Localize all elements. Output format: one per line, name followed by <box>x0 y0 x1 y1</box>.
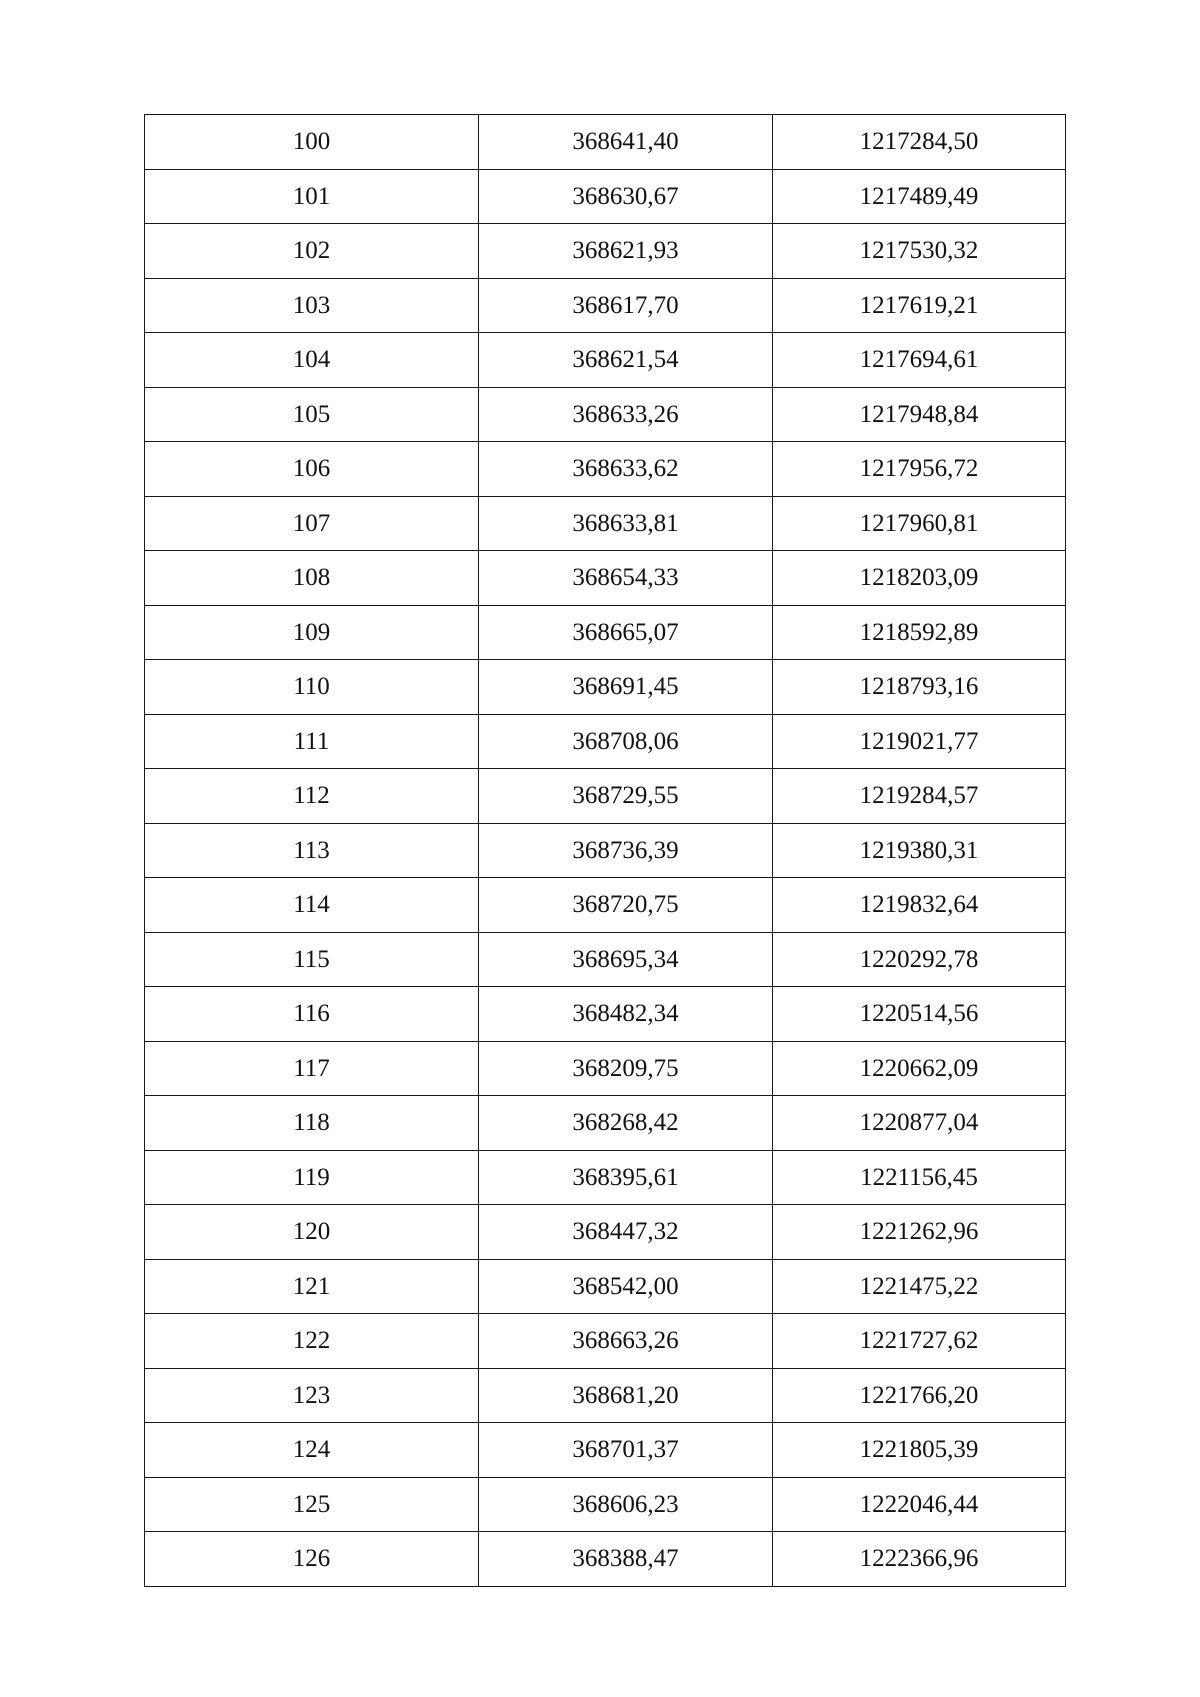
table-row <box>145 496 1066 551</box>
x-coordinate-cell: 368729,55 <box>479 769 773 824</box>
y-coordinate-cell: 1217694,61 <box>773 333 1066 388</box>
x-coordinate-cell: 368621,93 <box>479 224 773 279</box>
y-coordinate-cell: 1217956,72 <box>773 442 1066 497</box>
x-coordinate-cell: 368736,39 <box>479 823 773 878</box>
table-row <box>145 605 1066 660</box>
x-coordinate-cell: 368447,32 <box>479 1205 773 1260</box>
point-number-cell: 123 <box>145 1368 479 1423</box>
point-number-cell: 108 <box>145 551 479 606</box>
point-number-cell: 126 <box>145 1532 479 1587</box>
point-number-cell: 125 <box>145 1477 479 1532</box>
x-coordinate-cell: 368720,75 <box>479 878 773 933</box>
table-row <box>145 823 1066 878</box>
point-number-cell: 110 <box>145 660 479 715</box>
y-coordinate-cell: 1222366,96 <box>773 1532 1066 1587</box>
y-coordinate-cell: 1218203,09 <box>773 551 1066 606</box>
table-row <box>145 1532 1066 1587</box>
table-row <box>145 932 1066 987</box>
y-coordinate-cell: 1217530,32 <box>773 224 1066 279</box>
y-coordinate-cell: 1219284,57 <box>773 769 1066 824</box>
x-coordinate-cell: 368388,47 <box>479 1532 773 1587</box>
point-number-cell: 114 <box>145 878 479 933</box>
y-coordinate-cell: 1221156,45 <box>773 1150 1066 1205</box>
x-coordinate-cell: 368617,70 <box>479 278 773 333</box>
point-number-cell: 119 <box>145 1150 479 1205</box>
point-number-cell: 121 <box>145 1259 479 1314</box>
x-coordinate-cell: 368701,37 <box>479 1423 773 1478</box>
x-coordinate-cell: 368606,23 <box>479 1477 773 1532</box>
point-number-cell: 103 <box>145 278 479 333</box>
table-row <box>145 987 1066 1042</box>
x-coordinate-cell: 368633,26 <box>479 387 773 442</box>
x-coordinate-cell: 368621,54 <box>479 333 773 388</box>
x-coordinate-cell: 368663,26 <box>479 1314 773 1369</box>
point-number-cell: 107 <box>145 496 479 551</box>
x-coordinate-cell: 368268,42 <box>479 1096 773 1151</box>
y-coordinate-cell: 1222046,44 <box>773 1477 1066 1532</box>
x-coordinate-cell: 368395,61 <box>479 1150 773 1205</box>
x-coordinate-cell: 368633,62 <box>479 442 773 497</box>
table-row <box>145 878 1066 933</box>
point-number-cell: 113 <box>145 823 479 878</box>
y-coordinate-cell: 1219021,77 <box>773 714 1066 769</box>
y-coordinate-cell: 1220877,04 <box>773 1096 1066 1151</box>
point-number-cell: 102 <box>145 224 479 279</box>
coordinates-table-body <box>145 115 1066 1587</box>
table-row <box>145 1096 1066 1151</box>
x-coordinate-cell: 368691,45 <box>479 660 773 715</box>
y-coordinate-cell: 1221262,96 <box>773 1205 1066 1260</box>
table-row <box>145 551 1066 606</box>
y-coordinate-cell: 1219380,31 <box>773 823 1066 878</box>
point-number-cell: 116 <box>145 987 479 1042</box>
x-coordinate-cell: 368681,20 <box>479 1368 773 1423</box>
y-coordinate-cell: 1218793,16 <box>773 660 1066 715</box>
table-row <box>145 387 1066 442</box>
point-number-cell: 101 <box>145 169 479 224</box>
point-number-cell: 120 <box>145 1205 479 1260</box>
x-coordinate-cell: 368654,33 <box>479 551 773 606</box>
x-coordinate-cell: 368633,81 <box>479 496 773 551</box>
point-number-cell: 122 <box>145 1314 479 1369</box>
y-coordinate-cell: 1217619,21 <box>773 278 1066 333</box>
x-coordinate-cell: 368695,34 <box>479 932 773 987</box>
table-row <box>145 169 1066 224</box>
table-row <box>145 1205 1066 1260</box>
y-coordinate-cell: 1220662,09 <box>773 1041 1066 1096</box>
table-row <box>145 1259 1066 1314</box>
y-coordinate-cell: 1220292,78 <box>773 932 1066 987</box>
table-row <box>145 115 1066 170</box>
point-number-cell: 111 <box>145 714 479 769</box>
table-row <box>145 660 1066 715</box>
coordinates-table <box>144 114 1066 1587</box>
point-number-cell: 100 <box>145 115 479 170</box>
x-coordinate-cell: 368542,00 <box>479 1259 773 1314</box>
table-row <box>145 1314 1066 1369</box>
y-coordinate-cell: 1221805,39 <box>773 1423 1066 1478</box>
x-coordinate-cell: 368665,07 <box>479 605 773 660</box>
point-number-cell: 118 <box>145 1096 479 1151</box>
x-coordinate-cell: 368482,34 <box>479 987 773 1042</box>
point-number-cell: 115 <box>145 932 479 987</box>
y-coordinate-cell: 1217489,49 <box>773 169 1066 224</box>
table-row <box>145 442 1066 497</box>
table-row <box>145 1423 1066 1478</box>
table-row <box>145 714 1066 769</box>
y-coordinate-cell: 1221475,22 <box>773 1259 1066 1314</box>
point-number-cell: 109 <box>145 605 479 660</box>
x-coordinate-cell: 368630,67 <box>479 169 773 224</box>
y-coordinate-cell: 1221766,20 <box>773 1368 1066 1423</box>
x-coordinate-cell: 368708,06 <box>479 714 773 769</box>
point-number-cell: 124 <box>145 1423 479 1478</box>
y-coordinate-cell: 1218592,89 <box>773 605 1066 660</box>
table-row <box>145 1041 1066 1096</box>
y-coordinate-cell: 1219832,64 <box>773 878 1066 933</box>
point-number-cell: 106 <box>145 442 479 497</box>
table-row <box>145 224 1066 279</box>
table-row <box>145 333 1066 388</box>
y-coordinate-cell: 1221727,62 <box>773 1314 1066 1369</box>
table-row <box>145 1150 1066 1205</box>
point-number-cell: 104 <box>145 333 479 388</box>
y-coordinate-cell: 1220514,56 <box>773 987 1066 1042</box>
y-coordinate-cell: 1217284,50 <box>773 115 1066 170</box>
y-coordinate-cell: 1217948,84 <box>773 387 1066 442</box>
x-coordinate-cell: 368209,75 <box>479 1041 773 1096</box>
point-number-cell: 117 <box>145 1041 479 1096</box>
x-coordinate-cell: 368641,40 <box>479 115 773 170</box>
table-row <box>145 278 1066 333</box>
y-coordinate-cell: 1217960,81 <box>773 496 1066 551</box>
table-row <box>145 1368 1066 1423</box>
table-row <box>145 1477 1066 1532</box>
point-number-cell: 112 <box>145 769 479 824</box>
point-number-cell: 105 <box>145 387 479 442</box>
table-row <box>145 769 1066 824</box>
